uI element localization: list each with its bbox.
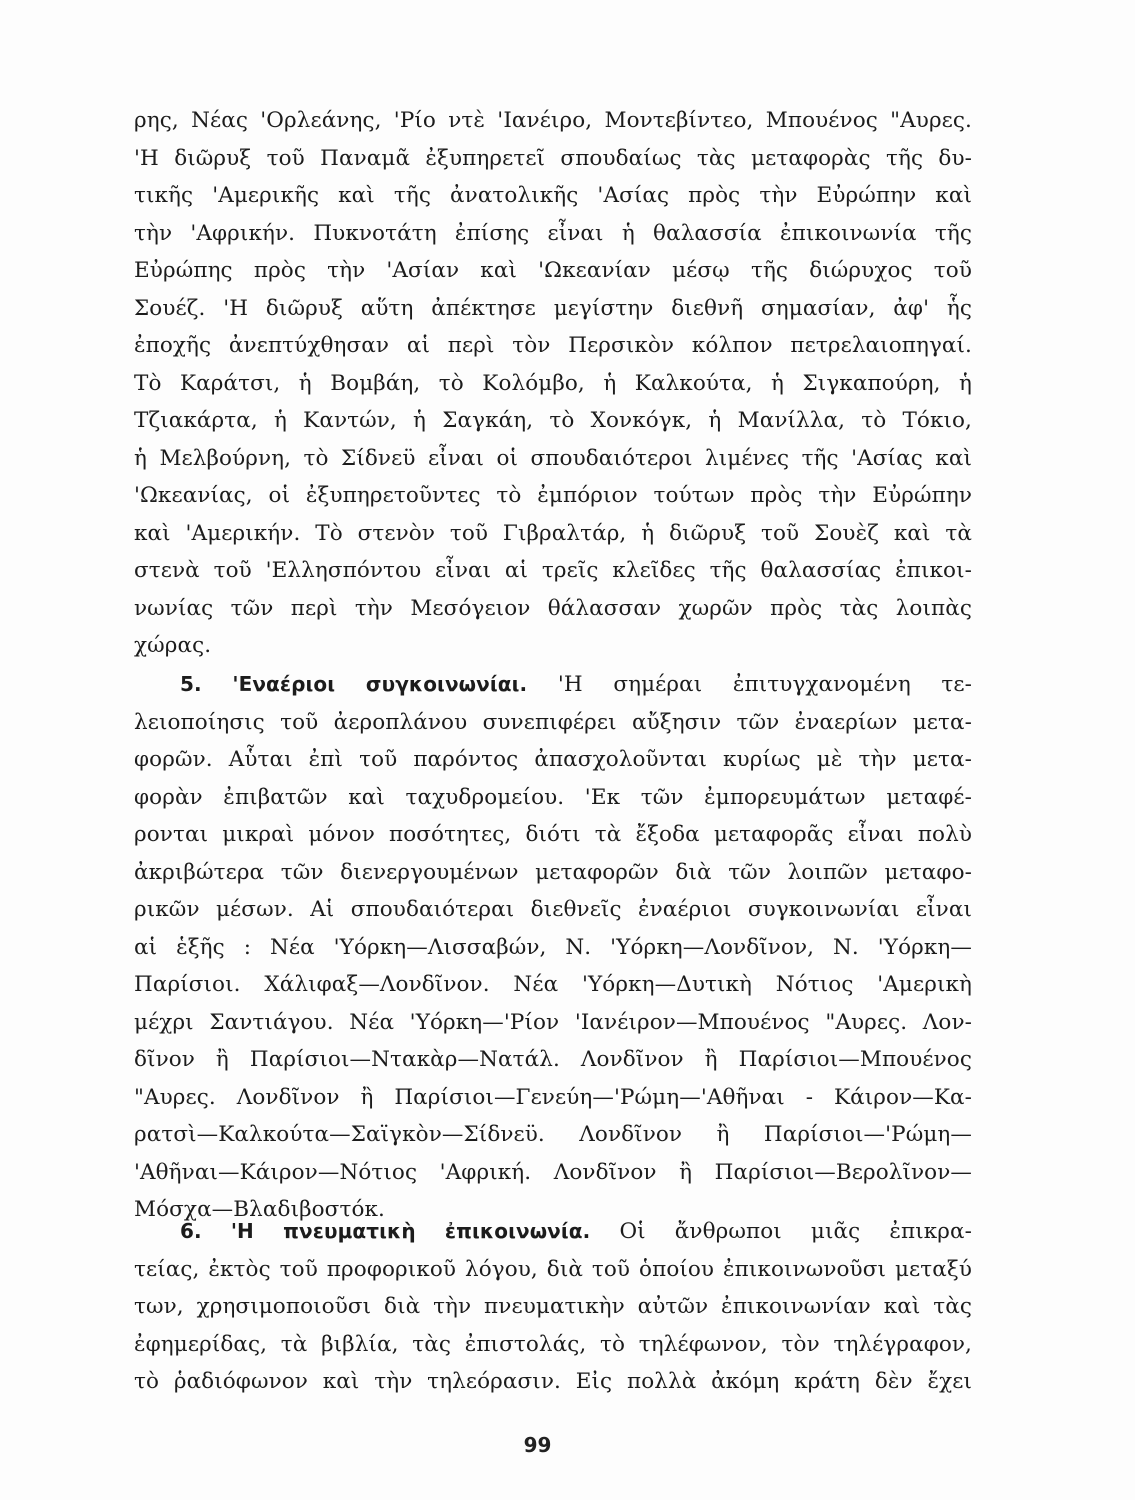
text-line: 'Η διῶρυξ τοῦ Παναμᾶ ἐξυπηρετεῖ σπουδαίως τὰς μεταφορὰς τῆς δυ- [134, 145, 972, 171]
text-line: "Αυρες. Λονδῖνον ἢ Παρίσιοι—Γενεύη—'Ρώμη—'Αθῆναι - Κάιρον—Κα- [134, 1084, 972, 1110]
text-line: τὴν 'Αφρικήν. Πυκνοτάτη ἐπίσης εἶναι ἡ θαλασσία ἐπικοινωνία τῆς [134, 220, 972, 246]
section-number: 5. [180, 672, 202, 696]
text-line: νωνίας τῶν περὶ τὴν Μεσόγειον θάλασσαν χωρῶν πρὸς τὰς λοιπὰς [134, 595, 972, 621]
text-line: δῖνον ἢ Παρίσιοι—Ντακὰρ—Νατάλ. Λονδῖνον ἢ Παρίσιοι—Μπουένος [134, 1047, 972, 1072]
text-line: καὶ 'Αμερικήν. Τὸ στενὸν τοῦ Γιβραλτάρ, ἡ διῶρυξ τοῦ Σουὲζ καὶ τὰ [134, 520, 972, 546]
text-line: Σουέζ. 'Η διῶρυξ αὕτη ἀπέκτησε μεγίστην διεθνῆ σημασίαν, ἀφ' ἧς [134, 295, 972, 321]
text-line: των, χρησιμοποιοῦσι διὰ τὴν πνευματικὴν αὐτῶν ἐπικοινωνίαν καὶ τὰς [134, 1294, 972, 1319]
text-line: ρονται μικραὶ μόνον ποσότητες, διότι τὰ ἔξοδα μεταφορᾶς εἶναι πολὺ [134, 822, 972, 847]
text-line: ἡ Μελβούρνη, τὸ Σίδνεϋ εἶναι οἱ σπουδαιότεροι λιμένες τῆς 'Ασίας καὶ [134, 445, 972, 471]
paragraph-continuation [134, 102, 972, 665]
section-first-line-text: 'Η σημέραι ἐπιτυγχανομένη τε- [557, 672, 973, 697]
text-line: ρικῶν μέσων. Αἱ σπουδαιότεραι διεθνεῖς ἐναέριοι συγκοινωνίαι εἶναι [134, 897, 972, 922]
page-number: 99 [523, 1433, 552, 1457]
text-line: φορῶν. Αὗται ἐπὶ τοῦ παρόντος ἀπασχολοῦνται κυρίως μὲ τὴν μετα- [134, 747, 972, 772]
section-first-line-text: Οἱ ἄνθρωποι μιᾶς ἐπικρα- [619, 1219, 973, 1244]
text-line: Μόσχα—Βλαδιβοστόκ. [134, 1197, 385, 1222]
text-line: τικῆς 'Αμερικῆς καὶ τῆς ἀνατολικῆς 'Ασίας πρὸς τὴν Εὐρώπην καὶ [134, 183, 972, 208]
section-heading-line [134, 666, 972, 704]
section-6-intellectual-communication [134, 1213, 972, 1401]
text-line: ἐφημερίδας, τὰ βιβλία, τὰς ἐπιστολάς, τὸ τηλέφωνον, τὸν τηλέγραφον, [134, 1331, 972, 1357]
text-line: αἱ ἑξῆς : Νέα 'Υόρκη—Λισσαβών, Ν. 'Υόρκη—Λονδῖνον, Ν. 'Υόρκη— [134, 934, 972, 960]
text-line: στενὰ τοῦ 'Ελλησπόντου εἶναι αἱ τρεῖς κλεῖδες τῆς θαλασσίας ἐπικοι- [134, 558, 972, 583]
text-line: λειοποίησις τοῦ ἀεροπλάνου συνεπιφέρει αὔξησιν τῶν ἐναερίων μετα- [134, 709, 972, 735]
text-line: Παρίσιοι. Χάλιφαξ—Λονδῖνον. Νέα 'Υόρκη—Δυτικὴ Νότιος 'Αμερικὴ [134, 972, 972, 997]
text-line: Τζιακάρτα, ἡ Καντών, ἡ Σαγκάη, τὸ Χονκόγκ, ἡ Μανίλλα, τὸ Τόκιο, [134, 408, 972, 433]
text-line: ρης, Νέας 'Ορλεάνης, 'Ρίο ντὲ 'Ιανέιρο, Μοντεβίντεο, Μπουένος "Αυρες. [134, 108, 972, 133]
text-line: ἀκριβώτερα τῶν διενεργουμένων μεταφορῶν διὰ τῶν λοιπῶν μεταφο- [134, 859, 972, 885]
text-line: 'Ωκεανίας, οἱ ἐξυπηρετοῦντες τὸ ἐμπόριον τούτων πρὸς τὴν Εὐρώπην [134, 483, 972, 508]
section-title: 'Η πνευματικὴ ἐπικοινωνία. [230, 1219, 591, 1243]
text-line: φορὰν ἐπιβατῶν καὶ ταχυδρομείου. 'Εκ τῶν ἐμπορευμάτων μεταφέ- [134, 784, 972, 810]
text-line: μέχρι Σαντιάγου. Νέα 'Υόρκη—'Ρίον 'Ιανέιρον—Μπουένος "Αυρες. Λον- [134, 1009, 972, 1035]
section-number: 6. [180, 1219, 202, 1243]
section-title: 'Εναέριοι συγκοινωνίαι. [232, 672, 528, 696]
text-line: ἐποχῆς ἀνεπτύχθησαν αἱ περὶ τὸν Περσικὸν κόλπον πετρελαιοπηγαί. [134, 333, 972, 358]
section-5-air-transport [134, 666, 972, 1229]
text-line: Εὐρώπης πρὸς τὴν 'Ασίαν καὶ 'Ωκεανίαν μέσῳ τῆς διώρυχος τοῦ [134, 258, 972, 283]
section-heading-line [134, 1213, 972, 1251]
text-line: 'Αθῆναι—Κάιρον—Νότιος 'Αφρική. Λονδῖνον ἢ Παρίσιοι—Βερολῖνον— [134, 1159, 972, 1185]
text-line: ρατσὶ—Καλκούτα—Σαϊγκὸν—Σίδνεϋ. Λονδῖνον ἢ Παρίσιοι—'Ρώμη— [134, 1122, 972, 1147]
text-line: χώρας. [134, 633, 212, 658]
text-line: τείας, ἐκτὸς τοῦ προφορικοῦ λόγου, διὰ τοῦ ὁποίου ἐπικοινωνοῦσι μεταξύ [134, 1256, 972, 1282]
text-line: Τὸ Καράτσι, ἡ Βομβάη, τὸ Κολόμβο, ἡ Καλκούτα, ἡ Σιγκαπούρη, ἡ [134, 370, 972, 396]
text-line: τὸ ῥαδιόφωνον καὶ τὴν τηλεόρασιν. Εἰς πολλὰ ἀκόμη κράτη δὲν ἔχει [134, 1369, 972, 1394]
